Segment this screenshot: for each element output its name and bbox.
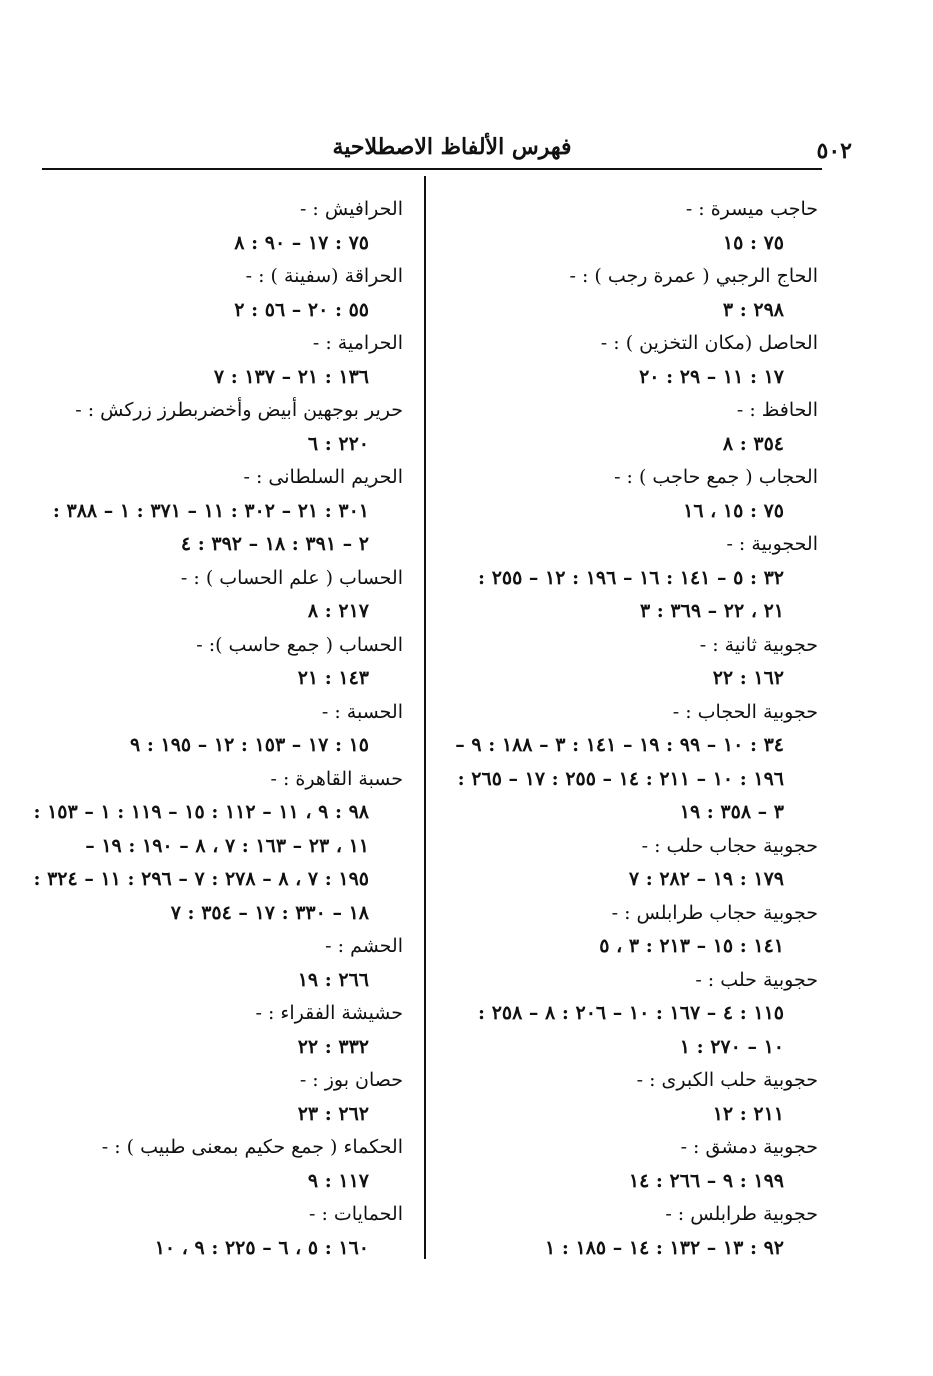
right-column [438, 193, 818, 1265]
page-header [42, 128, 852, 170]
page-number: ٥٠٢ [816, 138, 852, 164]
index-term: الحرافيش : - [299, 198, 403, 220]
index-term: الحجوبية : - [726, 533, 818, 555]
index-term: الحاصل (مكان التخزين ) : - [600, 332, 818, 354]
page-references: ٣٣٢ : ٢٢ [297, 1035, 369, 1058]
index-term: حرير بوجهين أبيض وأخضربطرز زركش : - [75, 399, 403, 421]
page-references: ٣ – ٣٥٨ : ١٩ [679, 801, 784, 823]
index-term: حجوبية حلب : - [695, 968, 818, 991]
index-term: الحجاب ( جمع حاجب ) : - [614, 466, 818, 488]
page-references: ١٧٩ : ١٩ – ٢٨٢ : ٧ [628, 868, 784, 890]
running-title: فهرس الألفاظ الاصطلاحية [332, 134, 572, 160]
index-term: حسبة القاهرة : - [270, 767, 403, 790]
page-references: ١٠ – ٢٧٠ : ١ [679, 1035, 784, 1058]
page-references: ٢١٧ : ٨ [307, 600, 369, 622]
page-references: ٧٥ : ١٧ – ٩٠ : ٨ [234, 231, 369, 254]
page-references: ٣٢ : ٥ – ١٤١ : ١٦ – ١٩٦ : ١٢ – ٢٥٥ : [478, 566, 784, 589]
index-term: الحافظ : - [736, 399, 818, 421]
index-term: الحكماء ( جمع حكيم بمعنى طبيب ) : - [101, 1136, 403, 1158]
index-term: حجوبية الحجاب : - [672, 700, 818, 723]
index-term: الحساب ( علم الحساب ) : - [180, 566, 403, 589]
page-references: ١٤١ : ١٥ – ٢١٣ : ٣ ، ٥ [599, 935, 784, 957]
index-term: الحمايات : - [309, 1203, 403, 1225]
index-term: حشيشة الفقراء : - [255, 1002, 403, 1024]
index-term: حجوبية ثانية : - [699, 633, 818, 656]
index-term: حجوبية دمشق : - [680, 1136, 818, 1158]
page-references: ١٥ : ١٧ – ١٥٣ : ١٢ – ١٩٥ : ٩ [130, 734, 369, 756]
page-references: ٩٨ : ٩ ، ١١ – ١١٢ : ١٥ – ١١٩ : ١ – ١٥٣ : [33, 801, 369, 823]
page-references: ١٣٦ : ٢١ – ١٣٧ : ٧ [213, 365, 369, 388]
page-references: ١٩٩ : ٩ – ٢٦٦ : ١٤ [628, 1169, 784, 1192]
page-references: ١١ ، ٢٣ – ١٦٣ : ٧ ، ٨ – ١٩٠ : ١٩ – [85, 834, 369, 857]
page-references: ١٨ – ٣٣٠ : ١٧ – ٣٥٤ : ٧ [170, 901, 369, 924]
page-references: ٧٥ : ١٥ [722, 231, 784, 254]
page-references: ٢١ ، ٢٢ – ٣٦٩ : ٣ [639, 600, 784, 622]
page-references: ١٤٣ : ٢١ [297, 667, 369, 689]
page-references: ٢ – ٣٩١ : ١٨ – ٣٩٢ : ٤ [180, 533, 369, 555]
page-references: ١٩٦ : ١٠ – ٢١١ : ١٤ – ٢٥٥ : ١٧ – ٢٦٥ : [457, 767, 784, 790]
page-references: ٢٢٠ : ٦ [307, 432, 369, 455]
left-column [33, 193, 403, 1265]
page-references: ٢٩٨ : ٣ [722, 298, 784, 321]
index-term: الحشم : - [325, 935, 403, 957]
index-term: الحريم السلطانى : - [243, 466, 403, 488]
index-term: الحراقة (سفينة ) : - [245, 265, 403, 287]
page-references: ٣٠١ : ٢١ – ٣٠٢ : ١١ – ٣٧١ : ١ – ٣٨٨ : [52, 499, 369, 522]
page-references: ٩٢ : ١٣ – ١٣٢ : ١٤ – ١٨٥ : ١ [545, 1236, 784, 1259]
column-divider [424, 176, 426, 1259]
page-references: ٢٦٢ : ٢٣ [297, 1102, 369, 1125]
index-term: حجوبية حلب الكبرى : - [636, 1069, 818, 1091]
index-term: الحسبة : - [321, 700, 403, 723]
index-term: حصان بوز : - [299, 1069, 403, 1091]
page-references: ٣٥٤ : ٨ [722, 432, 784, 455]
index-term: حجوبية حجاب طرابلس : - [611, 901, 818, 924]
index-term: الحساب ( جمع حاسب ): - [196, 633, 403, 656]
index-term: الحاج الرجبي ( عمرة رجب ) : - [569, 265, 818, 287]
page-references: ٣٤ : ١٠ – ٩٩ : ١٩ – ١٤١ : ٣ – ١٨٨ : ٩ – [455, 734, 784, 756]
page-references: ٥٥ : ٢٠ – ٥٦ : ٢ [234, 298, 369, 321]
page-references: ١١٥ : ٤ – ١٦٧ : ١٠ – ٢٠٦ : ٨ – ٢٥٨ : [478, 1002, 784, 1024]
page-references: ١٦٠ : ٥ ، ٦ – ٢٢٥ : ٩ ، ١٠ [154, 1236, 369, 1259]
page-references: ٢١١ : ١٢ [712, 1102, 784, 1125]
index-term: حاجب ميسرة : - [685, 198, 818, 220]
page-references: ١٦٢ : ٢٢ [712, 667, 784, 689]
page-references: ١٩٥ : ٧ ، ٨ – ٢٧٨ : ٧ – ٢٩٦ : ١١ – ٣٢٤ : [33, 868, 369, 890]
page-references: ١٧ : ١١ – ٢٩ : ٢٠ [639, 365, 784, 388]
page-references: ٢٦٦ : ١٩ [297, 968, 369, 991]
page-references: ١١٧ : ٩ [307, 1169, 369, 1192]
index-term: الحرامية : - [312, 332, 403, 354]
index-term: حجوبية حجاب حلب : - [641, 834, 818, 857]
index-term: حجوبية طرابلس : - [665, 1203, 818, 1225]
page-references: ٧٥ : ١٥ ، ١٦ [683, 499, 784, 522]
